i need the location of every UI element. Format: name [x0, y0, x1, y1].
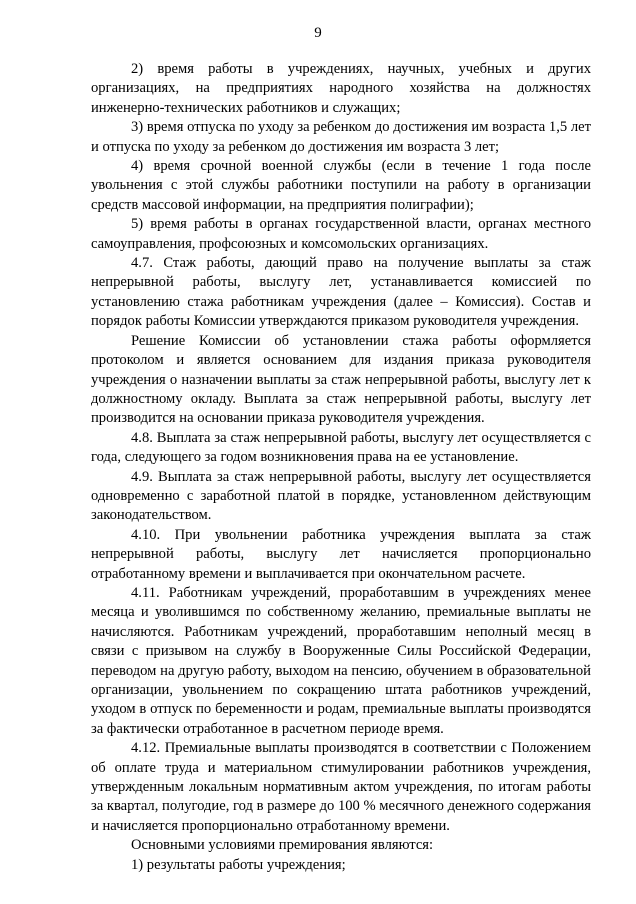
- list-item-military-service: 4) время срочной военной службы (если в течение 1 года после увольнения с этой службы работники поступили на работу в организации средств массовой информации, на предприятия полиграфии);: [91, 158, 591, 213]
- clause-4-11: 4.11. Работникам учреждений, проработавшим в учреждениях менее месяца и уволившимся по собственному желанию, премиальные выплаты не начисляются. Работникам учреждений, проработавшим неполный месяц в связи с призывом на службу в Вооруженные Силы Российской Федерации, переводом на другую работу, выходом на пенсию, обучением в образовательной организации, увольнением по сокращению штата работников учреждений, уходом в отпуск по беременности и родам, премиальные выплаты производятся за фактически отработанное в расчетном периоде время.: [91, 584, 591, 737]
- clause-4-10: 4.10. При увольнении работника учреждения выплата за стаж непрерывной работы, выслугу лет начисляется пропорционально отработанному времени и выплачивается при окончательном расчете.: [91, 526, 591, 582]
- list-item-institution-results: 1) результаты работы учреждения;: [131, 856, 346, 873]
- list-item-work-in-institutions: 2) время работы в учреждениях, научных, учебных и других организациях, на предприятиях народного хозяйства на должностях инженерно-технических работников и служащих;: [91, 61, 591, 116]
- list-item-childcare-leave: 3) время отпуска по уходу за ребенком до достижения им возраста 1,5 лет и отпуска по уходу за ребенком до достижения им возраста 3 лет;: [91, 119, 591, 155]
- clause-4-9: 4.9. Выплата за стаж непрерывной работы, выслугу лет осуществляется одновременно с заработной платой в порядке, установленном действующим законодательством.: [91, 468, 591, 524]
- page-number: 9: [314, 25, 322, 41]
- clause-4-7: 4.7. Стаж работы, дающий право на получение выплаты за стаж непрерывной работы, выслугу лет, устанавливается комиссией по установлению стажа работникам учреждения (далее – Комиссия). Состав и порядок работы Комиссии утверждаются приказом руководителя учреждения.: [91, 255, 591, 330]
- list-item-government-work: 5) время работы в органах государственной власти, органах местного самоуправления, профсоюзных и комсомольских организациях.: [91, 216, 591, 252]
- paragraph-commission-decision: Решение Комиссии об установлении стажа работы оформляется протоколом и является основанием для издания приказа руководителя учреждения о назначении выплаты за стаж непрерывной работы, выслугу лет к должностному окладу. Выплата за стаж непрерывной работы, выслугу лет производится на основании приказа руководителя учреждения.: [91, 332, 591, 427]
- premium-conditions-heading: Основными условиями премирования являются:: [131, 837, 434, 854]
- clause-4-12: 4.12. Премиальные выплаты производятся в соответствии с Положением об оплате труда и материальном стимулировании работников учреждения, утвержденным локальным нормативным актом учреждения, по итогам работы за квартал, полугодие, год в размере до 100 % месячного денежного содержания и начисляется пропорционально отработанному времени.: [91, 740, 591, 834]
- clause-4-8: 4.8. Выплата за стаж непрерывной работы, выслугу лет осуществляется с года, следующего за годом возникновения права на ее установление.: [91, 429, 591, 466]
- document-body: [91, 60, 591, 875]
